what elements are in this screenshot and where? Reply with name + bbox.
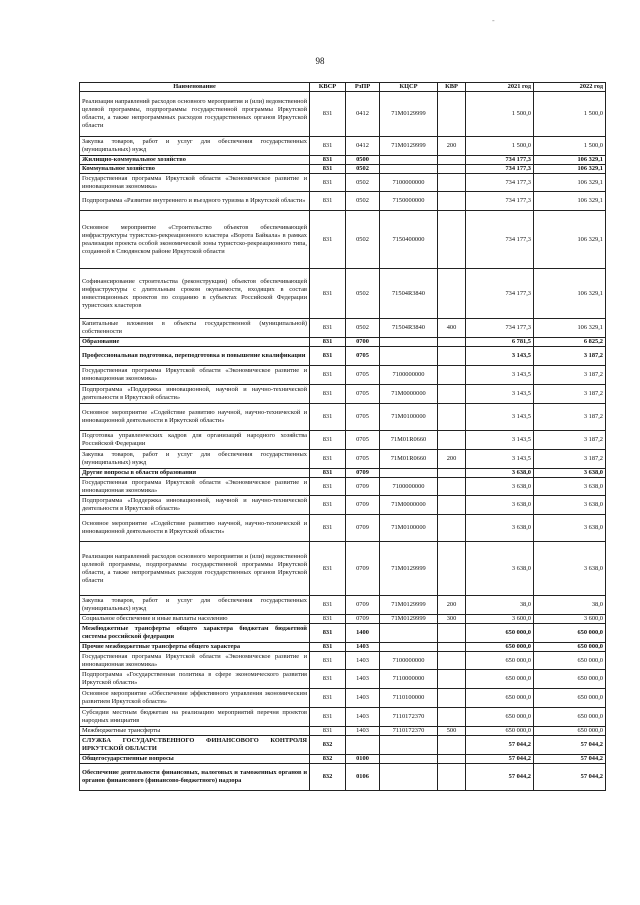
cell-kvsr: 831 [310,269,346,319]
cell-name: Подпрограмма «Развитие внутреннего и въездного туризма в Иркутской области» [80,192,310,211]
cell-kvr [438,478,466,496]
cell-name: СЛУЖБА ГОСУДАРСТВЕННОГО ФИНАНСОВОГО КОНТРОЛЯ ИРКУТСКОЙ ОБЛАСТИ [80,736,310,755]
cell-2022: 3 638,0 [534,496,606,515]
cell-name: Государственная программа Иркутской области «Экономическое развитие и инновационная экономика» [80,478,310,496]
cell-2022: 3 187,2 [534,431,606,450]
cell-kvr [438,515,466,542]
cell-kvsr: 831 [310,652,346,670]
cell-kvr [438,211,466,269]
cell-kcsr [380,643,438,652]
cell-kvr [438,269,466,319]
cell-kvsr: 831 [310,515,346,542]
cell-name: Профессиональная подготовка, переподготовка и повышение квалификации [80,347,310,366]
table-row [80,596,606,615]
cell-kvsr: 831 [310,624,346,643]
cell-2021: 1 500,0 [466,92,534,137]
table-row [80,165,606,174]
cell-kvr [438,643,466,652]
cell-kcsr: 71М0129999 [380,542,438,596]
cell-rzpr: 0502 [346,165,380,174]
table-row [80,269,606,319]
cell-2022: 57 044,2 [534,736,606,755]
cell-kvr [438,469,466,478]
cell-kvr [438,755,466,764]
cell-kcsr: 7100000000 [380,366,438,385]
cell-rzpr: 0502 [346,269,380,319]
cell-2021: 734 177,3 [466,165,534,174]
cell-kvsr: 831 [310,643,346,652]
cell-kcsr: 7110000000 [380,670,438,689]
cell-kcsr: 7110100000 [380,689,438,708]
header-kcsr: КЦСР [380,83,438,92]
cell-2022: 57 044,2 [534,764,606,791]
cell-rzpr: 0502 [346,211,380,269]
cell-rzpr: 0705 [346,404,380,431]
cell-rzpr: 0705 [346,385,380,404]
cell-name: Прочие межбюджетные трансферты общего характера [80,643,310,652]
cell-rzpr: 0502 [346,174,380,192]
table-row [80,404,606,431]
cell-name: Межбюджетные трансферты [80,727,310,736]
cell-kvsr: 831 [310,670,346,689]
cell-kcsr: 7110172370 [380,727,438,736]
budget-table [79,82,606,791]
cell-2022: 3 187,2 [534,385,606,404]
cell-2021: 650 000,0 [466,708,534,727]
cell-kvr: 300 [438,615,466,624]
cell-rzpr: 1403 [346,708,380,727]
cell-kcsr: 71М0129999 [380,92,438,137]
table-row [80,736,606,755]
cell-name: Капитальные вложения в объекты государственной (муниципальной) собственности [80,319,310,338]
cell-name: Государственная программа Иркутской области «Экономическое развитие и инновационная экономика» [80,366,310,385]
cell-name: Подпрограмма «Поддержка инновационной, научной и научно-технической деятельности в Иркутской области» [80,385,310,404]
cell-rzpr: 0705 [346,450,380,469]
cell-2021: 734 177,3 [466,156,534,165]
table-row [80,347,606,366]
cell-2021: 3 143,5 [466,450,534,469]
cell-kcsr [380,624,438,643]
cell-2021: 3 143,5 [466,431,534,450]
cell-kvsr: 831 [310,156,346,165]
cell-rzpr: 0106 [346,764,380,791]
header-2022: 2022 год [534,83,606,92]
cell-kvsr: 831 [310,469,346,478]
cell-name: Закупка товаров, работ и услуг для обеспечения государственных (муниципальных) нужд [80,450,310,469]
cell-2021: 650 000,0 [466,727,534,736]
cell-rzpr: 1403 [346,643,380,652]
cell-2021: 734 177,3 [466,174,534,192]
cell-2021: 734 177,3 [466,269,534,319]
cell-kvr [438,156,466,165]
cell-2022: 6 825,2 [534,338,606,347]
cell-2021: 57 044,2 [466,764,534,791]
cell-name: Основное мероприятие «Строительство объектов обеспечивающей инфраструктуры туристско-рекреационного кластера «Ворота Байкала» в рамках реализации проекта особой экономической зоны туристско-рекреационного типа, созданной в Слюдянском районе Иркутской области [80,211,310,269]
cell-kvsr: 831 [310,192,346,211]
cell-kvsr: 831 [310,615,346,624]
table-row [80,652,606,670]
table-row [80,727,606,736]
cell-2022: 57 044,2 [534,755,606,764]
cell-kvsr: 831 [310,689,346,708]
table-row [80,764,606,791]
cell-kvsr: 831 [310,385,346,404]
cell-rzpr: 0709 [346,542,380,596]
cell-name: Основное мероприятие «Обеспечение эффективного управления экономическим развитием Иркутской области» [80,689,310,708]
cell-name: Образование [80,338,310,347]
cell-kvsr: 831 [310,174,346,192]
cell-kvsr: 831 [310,211,346,269]
cell-kvr [438,404,466,431]
cell-2021: 734 177,3 [466,192,534,211]
cell-2022: 650 000,0 [534,670,606,689]
cell-name: Общегосударственные вопросы [80,755,310,764]
cell-2022: 3 638,0 [534,542,606,596]
header-name: Наименование [80,83,310,92]
cell-kvr [438,385,466,404]
cell-kcsr [380,736,438,755]
cell-kvr: 500 [438,727,466,736]
cell-rzpr: 1403 [346,727,380,736]
table-row [80,615,606,624]
cell-kcsr: 7100000000 [380,174,438,192]
table-row [80,496,606,515]
cell-kvsr: 831 [310,165,346,174]
cell-kcsr: 71М0100000 [380,515,438,542]
cell-kvsr: 831 [310,496,346,515]
cell-name: Государственная программа Иркутской области «Экономическое развитие и инновационная экономика» [80,652,310,670]
cell-name: Софинансирование строительства (реконструкции) объектов обеспечивающей инфраструктуры с длительным сроком окупаемости, входящих в состав инвестиционных проектов по созданию в субъектах Российской Федерации туристских кластеров [80,269,310,319]
cell-2022: 106 329,1 [534,165,606,174]
cell-kvsr: 831 [310,708,346,727]
cell-kvr [438,366,466,385]
cell-kcsr: 71504R3840 [380,319,438,338]
cell-kcsr [380,755,438,764]
table-row [80,755,606,764]
cell-rzpr: 0709 [346,478,380,496]
cell-name: Государственная программа Иркутской области «Экономическое развитие и инновационная экономика» [80,174,310,192]
cell-rzpr: 0100 [346,755,380,764]
cell-name: Подпрограмма «Государственная политика в сфере экономического развития Иркутской области» [80,670,310,689]
cell-2021: 650 000,0 [466,624,534,643]
cell-2021: 38,0 [466,596,534,615]
cell-kcsr: 7150400000 [380,211,438,269]
cell-name: Закупка товаров, работ и услуг для обеспечения государственных (муниципальных) нужд [80,137,310,156]
cell-kvr [438,736,466,755]
cell-name: Субсидии местным бюджетам на реализацию мероприятий перечня проектов народных инициатив [80,708,310,727]
cell-rzpr [346,736,380,755]
cell-kcsr: 71М0000000 [380,496,438,515]
cell-2022: 1 500,0 [534,137,606,156]
cell-name: Закупка товаров, работ и услуг для обеспечения государственных (муниципальных) нужд [80,596,310,615]
table-body [80,92,606,791]
cell-rzpr: 0705 [346,366,380,385]
cell-rzpr: 0412 [346,92,380,137]
cell-2021: 1 500,0 [466,137,534,156]
cell-kvsr: 831 [310,347,346,366]
cell-kvr: 200 [438,137,466,156]
cell-2021: 734 177,3 [466,211,534,269]
cell-name: Социальное обеспечение и иные выплаты населению [80,615,310,624]
cell-2022: 1 500,0 [534,92,606,137]
page-number: 98 [315,56,325,66]
cell-2022: 3 600,0 [534,615,606,624]
cell-2021: 3 600,0 [466,615,534,624]
cell-2022: 3 638,0 [534,478,606,496]
cell-2022: 650 000,0 [534,689,606,708]
cell-name: Межбюджетные трансферты общего характера бюджетам бюджетной системы российской федерации [80,624,310,643]
cell-2022: 38,0 [534,596,606,615]
table-row [80,192,606,211]
cell-kvsr: 832 [310,736,346,755]
cell-kvsr: 831 [310,450,346,469]
cell-kvsr: 831 [310,596,346,615]
cell-2022: 650 000,0 [534,643,606,652]
table-row [80,137,606,156]
corner-mark: - [492,16,495,25]
cell-kvsr: 831 [310,478,346,496]
cell-kvsr: 831 [310,137,346,156]
cell-2021: 734 177,3 [466,319,534,338]
cell-name: Обеспечение деятельности финансовых, налоговых и таможенных органов и органов финансового (финансово-бюджетного) надзора [80,764,310,791]
cell-2021: 3 143,5 [466,366,534,385]
cell-kvr [438,689,466,708]
cell-2021: 3 638,0 [466,478,534,496]
table-row [80,469,606,478]
cell-kcsr: 71М0129999 [380,596,438,615]
table-row [80,211,606,269]
cell-kcsr: 71504R3840 [380,269,438,319]
table-row [80,515,606,542]
table-row [80,542,606,596]
cell-name: Подпрограмма «Поддержка инновационной, научной и научно-технической деятельности в Иркутской области» [80,496,310,515]
cell-2021: 3 143,5 [466,385,534,404]
cell-kcsr: 71М0100000 [380,404,438,431]
table-row [80,670,606,689]
cell-kcsr [380,347,438,366]
cell-kcsr: 7100000000 [380,478,438,496]
cell-kcsr: 71М0129999 [380,615,438,624]
cell-kvr [438,708,466,727]
cell-name: Основное мероприятие «Содействие развитию научной, научно-технической и инновационной деятельности в Иркутской области» [80,404,310,431]
cell-rzpr: 0709 [346,515,380,542]
cell-name: Основное мероприятие «Содействие развитию научной, научно-технической и инновационной деятельности в Иркутской области» [80,515,310,542]
cell-kvr [438,670,466,689]
cell-name: Жилищно-коммунальное хозяйство [80,156,310,165]
cell-2022: 3 187,2 [534,450,606,469]
cell-kvr [438,165,466,174]
header-kvr: КВР [438,83,466,92]
cell-kvsr: 831 [310,542,346,596]
cell-name: Реализация направлений расходов основного мероприятия и (или) ведомственной целевой программы, подпрограммы государственной программы Иркутской области, а также непрограммных расходов государственных органов Иркутской области [80,92,310,137]
cell-2022: 106 329,1 [534,269,606,319]
table-row [80,689,606,708]
cell-kcsr [380,764,438,791]
cell-kvsr: 831 [310,92,346,137]
cell-name: Коммунальное хозяйство [80,165,310,174]
cell-2021: 650 000,0 [466,689,534,708]
cell-2022: 106 329,1 [534,192,606,211]
cell-2021: 3 143,5 [466,404,534,431]
cell-name: Другие вопросы в области образования [80,469,310,478]
cell-kvsr: 831 [310,431,346,450]
cell-rzpr: 0700 [346,338,380,347]
cell-kcsr: 7110172370 [380,708,438,727]
cell-rzpr: 0709 [346,469,380,478]
cell-kcsr: 71М0129999 [380,137,438,156]
cell-kvr [438,431,466,450]
cell-kvr [438,338,466,347]
cell-name: Реализация направлений расходов основного мероприятия и (или) ведомственной целевой программы, подпрограммы государственной программы Иркутской области, а также непрограммных расходов государственных органов Иркутской области [80,542,310,596]
cell-rzpr: 0502 [346,319,380,338]
cell-rzpr: 0709 [346,596,380,615]
table-header-row [80,83,606,92]
cell-kvr [438,496,466,515]
cell-kvsr: 831 [310,319,346,338]
table-row [80,366,606,385]
cell-kvsr: 831 [310,727,346,736]
cell-kvr [438,652,466,670]
cell-2021: 57 044,2 [466,755,534,764]
cell-rzpr: 0502 [346,192,380,211]
cell-kvr: 400 [438,319,466,338]
cell-rzpr: 0705 [346,347,380,366]
cell-2021: 650 000,0 [466,643,534,652]
cell-2022: 106 329,1 [534,174,606,192]
cell-2021: 3 638,0 [466,496,534,515]
table-row [80,624,606,643]
cell-2021: 3 638,0 [466,542,534,596]
cell-rzpr: 1403 [346,689,380,708]
cell-rzpr: 1403 [346,670,380,689]
cell-kvr: 200 [438,596,466,615]
cell-rzpr: 0500 [346,156,380,165]
cell-kcsr: 71М01R0660 [380,450,438,469]
cell-kcsr [380,469,438,478]
cell-kvr [438,174,466,192]
cell-kvr [438,542,466,596]
table-row [80,708,606,727]
cell-kcsr: 7150000000 [380,192,438,211]
cell-2022: 650 000,0 [534,727,606,736]
table-row [80,431,606,450]
cell-kvsr: 832 [310,764,346,791]
cell-kvsr: 831 [310,338,346,347]
table-row [80,156,606,165]
cell-rzpr: 0412 [346,137,380,156]
table-row [80,174,606,192]
cell-2021: 3 638,0 [466,469,534,478]
cell-rzpr: 1400 [346,624,380,643]
cell-2022: 3 187,2 [534,366,606,385]
cell-kcsr [380,338,438,347]
table-row [80,92,606,137]
table-row [80,450,606,469]
cell-kcsr: 71М01R0660 [380,431,438,450]
cell-2022: 650 000,0 [534,624,606,643]
cell-kvsr: 831 [310,404,346,431]
cell-kvsr: 832 [310,755,346,764]
table-row [80,385,606,404]
cell-rzpr: 0709 [346,615,380,624]
cell-2022: 3 638,0 [534,469,606,478]
cell-rzpr: 1403 [346,652,380,670]
cell-kcsr: 7100000000 [380,652,438,670]
cell-2021: 57 044,2 [466,736,534,755]
cell-kvr [438,92,466,137]
cell-2021: 650 000,0 [466,670,534,689]
cell-2022: 3 638,0 [534,515,606,542]
header-2021: 2021 год [466,83,534,92]
cell-2022: 650 000,0 [534,708,606,727]
cell-2022: 650 000,0 [534,652,606,670]
cell-kvsr: 831 [310,366,346,385]
table-row [80,478,606,496]
cell-2022: 106 329,1 [534,156,606,165]
cell-rzpr: 0709 [346,496,380,515]
cell-rzpr: 0705 [346,431,380,450]
cell-kcsr [380,165,438,174]
cell-2021: 650 000,0 [466,652,534,670]
cell-kcsr [380,156,438,165]
cell-2021: 3 143,5 [466,347,534,366]
cell-2022: 3 187,2 [534,347,606,366]
cell-name: Подготовка управленческих кадров для организаций народного хозяйства Российской Федерации [80,431,310,450]
cell-kvr [438,624,466,643]
table-row [80,643,606,652]
cell-kvr [438,192,466,211]
cell-2022: 106 329,1 [534,319,606,338]
table-row [80,319,606,338]
cell-kvr: 200 [438,450,466,469]
table-row [80,338,606,347]
cell-2021: 6 781,5 [466,338,534,347]
cell-kvr [438,764,466,791]
cell-kvr [438,347,466,366]
header-kvsr: КВСР [310,83,346,92]
cell-2021: 3 638,0 [466,515,534,542]
header-rzpr: РзПР [346,83,380,92]
cell-2022: 106 329,1 [534,211,606,269]
cell-kcsr: 71М0000000 [380,385,438,404]
cell-2022: 3 187,2 [534,404,606,431]
